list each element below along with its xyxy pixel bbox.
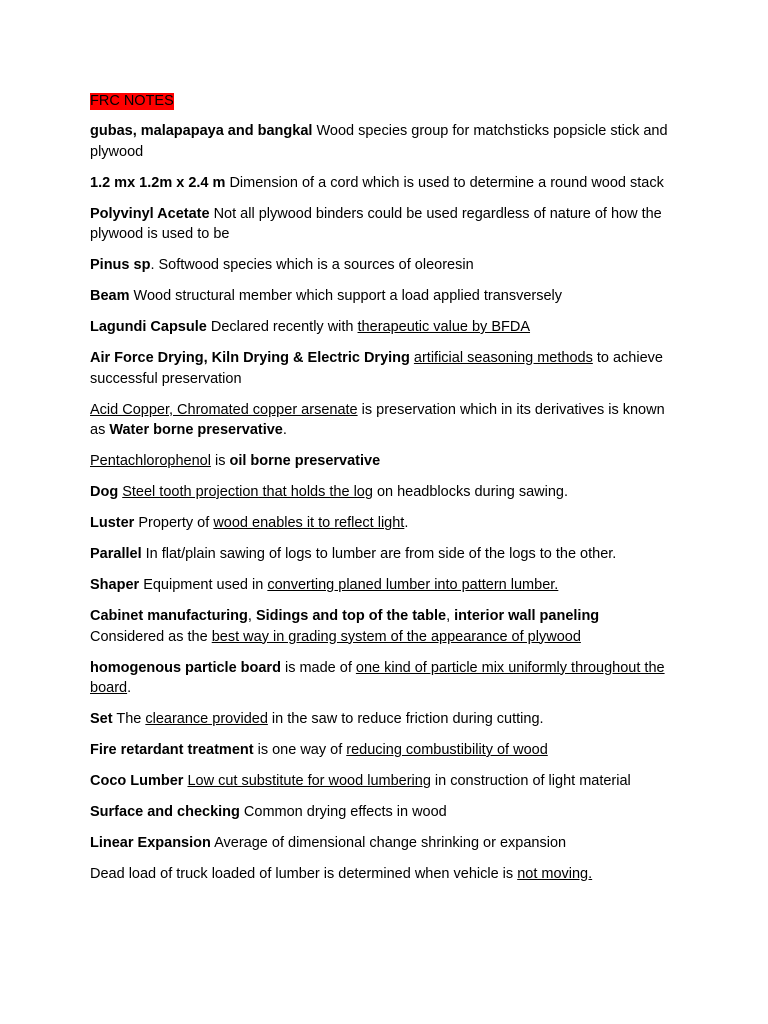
note-term: Linear Expansion [90,835,211,851]
note-underlined-text: not moving. [517,866,593,882]
note-underlined-text: reducing combustibility of wood [346,742,548,758]
note-term: Surface and checking [90,804,240,820]
note-entry [90,709,670,730]
note-term: gubas, malapapaya and bangkal [90,123,313,139]
note-term: Pinus sp [90,257,151,273]
note-term: Set [90,711,113,727]
note-text: Equipment used in [139,577,268,593]
note-term: homogenous particle board [90,659,281,676]
note-text: Property of [134,515,214,531]
note-text: In flat/plain sawing of logs to lumber are from side of the logs to the other. [141,546,617,562]
note-entry [90,575,670,596]
note-text: The [112,711,146,727]
note-term: Fire retardant treatment [90,742,254,758]
notes-title: FRC NOTES [90,93,174,109]
note-term: 1.2 mx 1.2m x 2.4 m [90,174,226,191]
note-text: Wood structural member which support a load applied transversely [129,288,563,304]
note-term: Lagundi Capsule [90,319,207,335]
note-entry [90,513,670,534]
note-term: Dog [90,484,119,500]
note-entry [90,771,670,792]
note-text: Dimension of a cord which is used to determine a round wood stack [225,174,664,191]
note-entry [90,317,670,338]
note-term: Shaper [90,577,140,593]
note-term: Cabinet manufacturing [90,608,248,624]
note-underlined-text: converting planed lumber into pattern lumber. [267,577,559,593]
note-underlined-text: Pentachlorophenol [90,453,211,469]
note-text: Not all plywood binders could be used regardless of nature of how the plywood is used to be [90,205,662,242]
note-entry [90,451,670,472]
note-underlined-text: one kind of particle mix uniformly throughout the board [90,659,665,696]
note-term: Water borne preservative [109,422,283,438]
note-entry [90,740,670,761]
note-text: , [446,608,455,624]
note-entry [90,482,670,503]
note-text: . [282,422,287,438]
note-text: on headblocks during sawing. [372,484,568,500]
note-text: is one way of [253,742,347,758]
note-entry [90,286,670,307]
note-underlined-text: therapeutic value by BFDA [357,319,531,335]
note-text: , [247,608,256,624]
note-entry [90,606,670,647]
note-text: . Softwood species which is a sources of oleoresin [150,257,474,273]
note-term: Air Force Drying, Kiln Drying & Electric Drying [90,350,410,366]
note-entry [90,255,670,276]
note-term: interior wall paneling [454,608,600,624]
note-underlined-text: artificial seasoning methods [413,350,593,366]
note-entry [90,121,670,162]
note-underlined-text: clearance provided [145,711,268,727]
note-text: Dead load of truck loaded of lumber is determined when vehicle is [90,866,518,882]
note-term: Parallel [90,546,142,562]
note-term: Polyvinyl Acetate [90,205,210,222]
note-underlined-text: Steel tooth projection that holds the log [122,484,373,500]
note-term: Beam [90,288,130,304]
note-text: Average of dimensional change shrinking or expansion [210,835,567,851]
note-text: . [127,680,132,696]
note-underlined-text: best way in grading system of the appearance of plywood [211,628,581,645]
note-text: is preservation which in its derivatives is known as [90,401,665,438]
note-text: Common drying effects in wood [239,804,447,820]
note-entry [90,204,670,245]
note-text: . [404,515,409,531]
note-term: Coco Lumber [90,773,184,789]
note-text: in construction of light material [430,773,631,789]
note-term: Sidings and top of the table [255,608,447,624]
note-entry [90,348,670,389]
note-entry [90,802,670,823]
note-text: is made of [280,659,356,676]
note-entry [90,864,670,885]
note-underlined-text: Acid Copper, Chromated copper arsenate [90,401,358,418]
note-entry [90,544,670,565]
note-text: is [210,453,230,469]
notes-list [90,121,670,885]
note-term: oil borne preservative [229,453,381,469]
note-underlined-text: wood enables it to reflect light [213,515,405,531]
note-text: Wood species group for matchsticks popsicle stick and plywood [90,123,668,160]
note-entry [90,173,670,194]
note-term: Luster [90,515,135,531]
note-text: to achieve successful preservation [90,350,663,387]
note-text: in the saw to reduce friction during cutting. [267,711,544,727]
note-text: Considered as the [90,628,212,645]
note-underlined-text: Low cut substitute for wood lumbering [187,773,431,789]
note-text: Declared recently with [206,319,358,335]
note-entry [90,658,670,699]
note-entry [90,400,670,441]
note-entry [90,833,670,854]
